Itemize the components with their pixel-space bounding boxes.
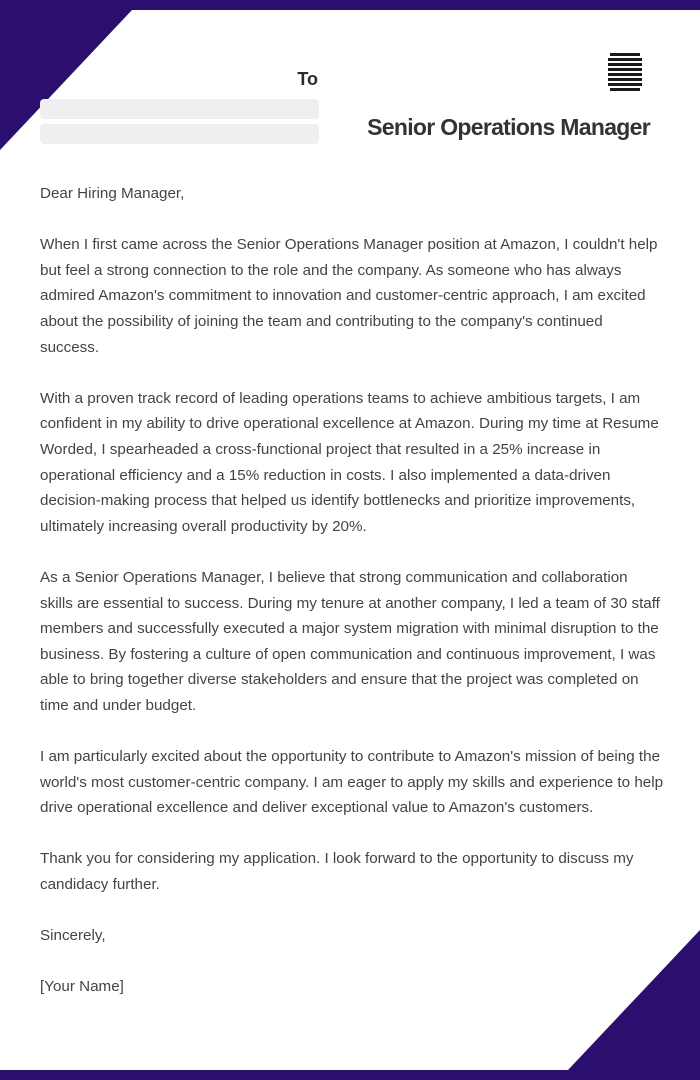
- recipient-address-line-2: [40, 124, 319, 144]
- paragraph-5: Thank you for considering my application. I look forward to the opportunity to discuss my candidacy further.: [40, 850, 634, 894]
- to-label: To: [297, 69, 318, 89]
- closing: Sincerely,: [40, 927, 106, 945]
- job-title: Senior Operations Manager: [367, 114, 650, 140]
- menu-icon: [608, 53, 642, 91]
- salutation: Dear Hiring Manager,: [40, 185, 185, 202]
- paragraph-1: When I first came across the Senior Operations Manager position at Amazon, I couldn't help but feel a strong connection to the role and the company. As someone who has always admired Amazon's commitment to innovation and customer-centric approach, I am excited about the possibility of joining the team and contributing to the company's continued success.: [40, 236, 658, 356]
- letter-body: [40, 181, 664, 1026]
- paragraph-3: As a Senior Operations Manager, I believe that strong communication and collaboration skills are essential to success. During my tenure at another company, I led a team of 30 staff members and successfully executed a major system migration with minimal disruption to the business. By fostering a culture of open communication and continuous improvement, I was able to bring together diverse stakeholders and ensure that the project was completed on time and under budget.: [40, 568, 660, 714]
- letter-sheet: [0, 10, 700, 1070]
- paragraph-4: I am particularly excited about the opportunity to contribute to Amazon's mission of being the world's most customer-centric company. I am eager to apply my skills and experience to help drive operational excellence and deliver exceptional value to Amazon's customers.: [40, 748, 664, 817]
- paragraph-2: With a proven track record of leading operations teams to achieve ambitious targets, I am confident in my ability to drive operational excellence at Amazon. During my time at Resume Worded, I spearheaded a cross-functional project that resulted in a 25% increase in operational efficiency and a 15% reduction in costs. I also implemented a data-driven decision-making process that helped us identify bottlenecks and prioritize improvements, ultimately increasing overall productivity by 20%.: [40, 389, 659, 535]
- recipient-address-line-1: [40, 99, 319, 119]
- signature: [Your Name]: [40, 978, 124, 996]
